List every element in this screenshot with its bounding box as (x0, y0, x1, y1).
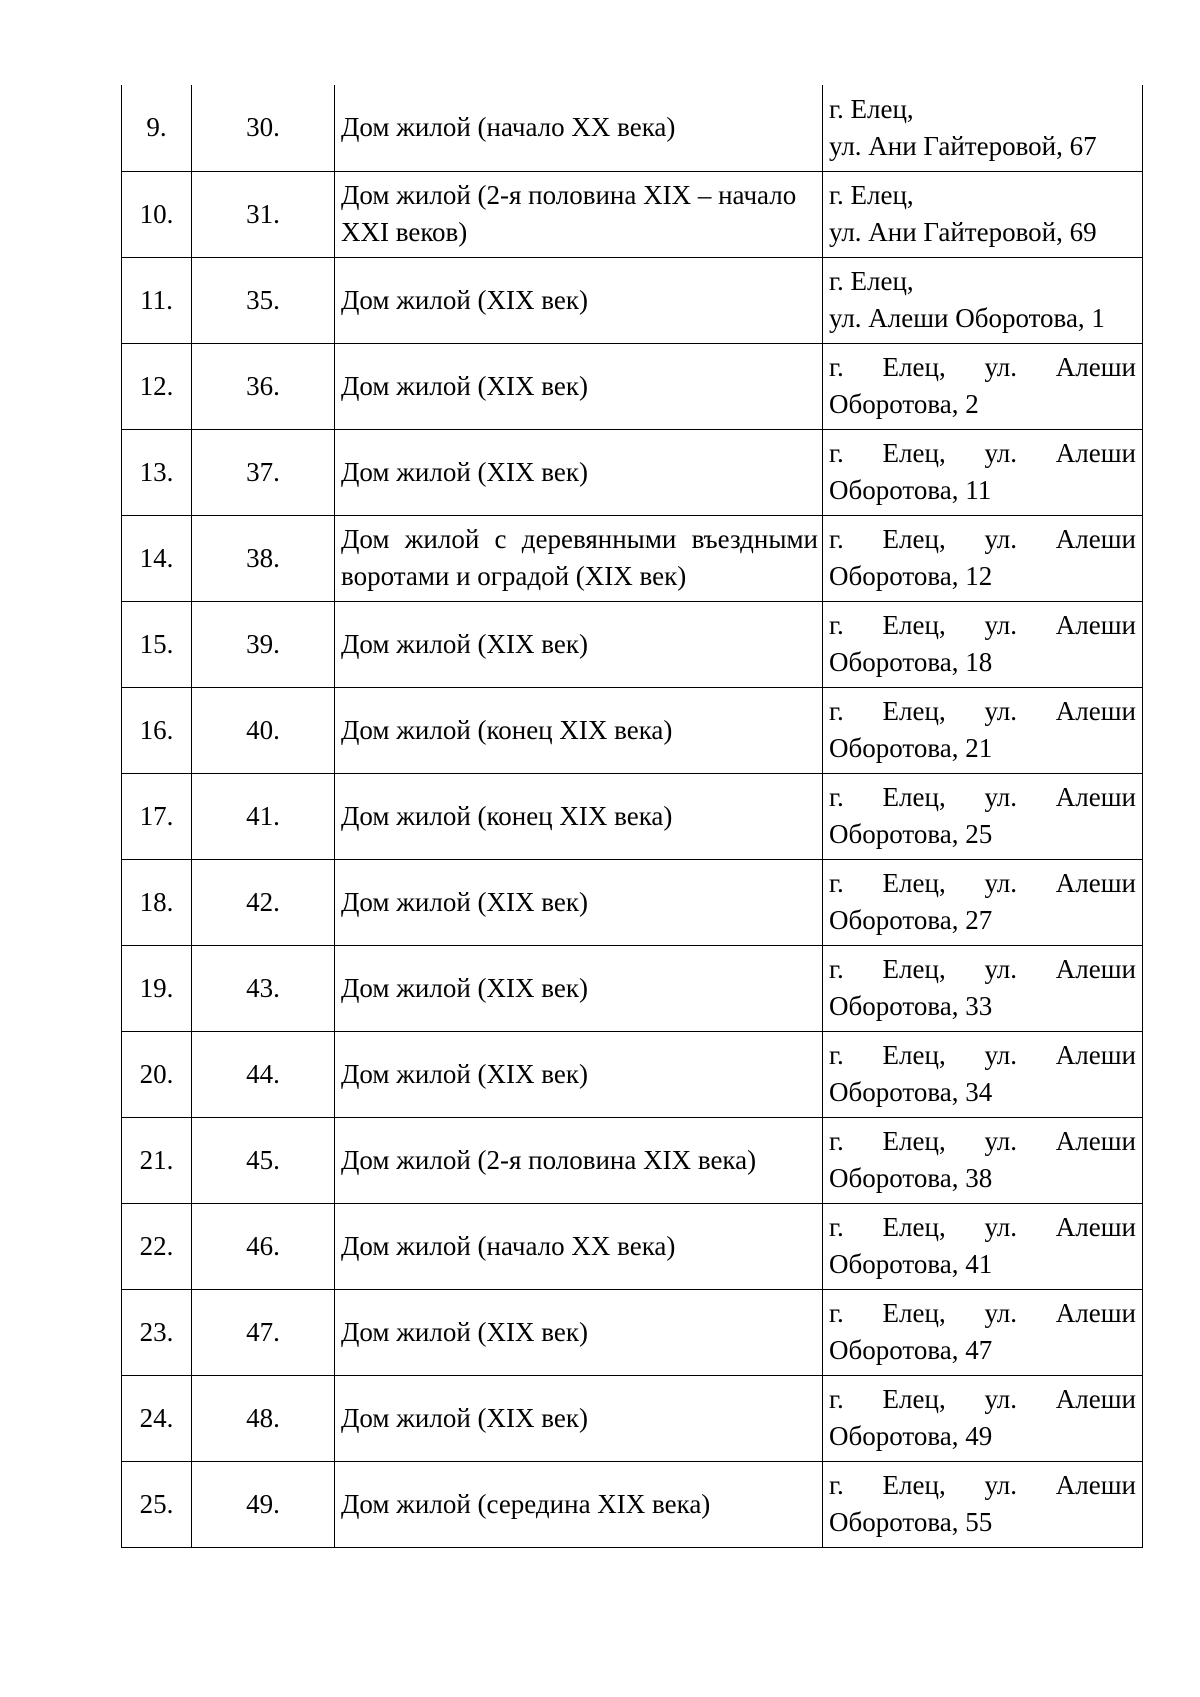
address-text: г. Елец, ул. Ани Гайтеровой, 67 (829, 93, 1097, 161)
object-name-cell (335, 1375, 823, 1461)
address-text: г. Елец, ул. Алеши Оборотова, 34 (829, 1040, 1136, 1107)
address-cell (823, 1117, 1143, 1203)
object-name-text: Дом жилой (XIX век) (341, 284, 588, 315)
object-name-cell (335, 945, 823, 1031)
registry-number-cell: 45. (192, 1117, 335, 1203)
address-text: г. Елец, ул. Алеши Оборотова, 49 (829, 1384, 1136, 1451)
address-cell (823, 343, 1143, 429)
table-row (122, 85, 1143, 171)
row-number-cell: 24. (122, 1375, 192, 1461)
object-name-cell (335, 1031, 823, 1117)
object-name-cell (335, 1289, 823, 1375)
row-number-cell: 22. (122, 1203, 192, 1289)
registry-number-cell: 42. (192, 859, 335, 945)
registry-number-cell: 35. (192, 257, 335, 343)
row-number-cell: 15. (122, 601, 192, 687)
row-number-cell: 10. (122, 171, 192, 257)
object-name-cell (335, 601, 823, 687)
table-row (122, 1461, 1143, 1547)
address-cell (823, 1203, 1143, 1289)
address-cell (823, 1375, 1143, 1461)
object-name-text: Дом жилой (XIX век) (341, 628, 588, 659)
object-name-text: Дом жилой (середина XIX века) (341, 1488, 711, 1519)
table-row (122, 1031, 1143, 1117)
address-cell (823, 85, 1143, 171)
object-name-text: Дом жилой (XIX век) (341, 1402, 588, 1433)
address-text: г. Елец, ул. Алеши Оборотова, 33 (829, 954, 1136, 1021)
table-row (122, 429, 1143, 515)
row-number-cell: 12. (122, 343, 192, 429)
registry-number-cell: 41. (192, 773, 335, 859)
row-number-cell: 9. (122, 85, 192, 171)
object-name-cell (335, 1203, 823, 1289)
table-row (122, 601, 1143, 687)
object-name-text: Дом жилой (2-я половина XIX века) (341, 1144, 757, 1175)
object-name-cell (335, 171, 823, 257)
heritage-objects-table (121, 85, 1143, 1548)
object-name-text: Дом жилой (XIX век) (341, 886, 588, 917)
object-name-cell (335, 687, 823, 773)
object-name-text: Дом жилой (XIX век) (341, 370, 588, 401)
registry-number-cell: 40. (192, 687, 335, 773)
table-body (122, 85, 1143, 1547)
table-row (122, 171, 1143, 257)
table-row (122, 1375, 1143, 1461)
row-number-cell: 25. (122, 1461, 192, 1547)
object-name-text: Дом жилой (XIX век) (341, 1316, 588, 1347)
row-number-cell: 17. (122, 773, 192, 859)
address-text: г. Елец, ул. Алеши Оборотова, 12 (829, 524, 1136, 591)
table-row (122, 687, 1143, 773)
address-text: г. Елец, ул. Алеши Оборотова, 41 (829, 1212, 1136, 1279)
address-text: г. Елец, ул. Алеши Оборотова, 27 (829, 868, 1136, 935)
address-text: г. Елец, ул. Алеши Оборотова, 11 (829, 438, 1136, 505)
table-row (122, 945, 1143, 1031)
table-row (122, 257, 1143, 343)
object-name-cell (335, 859, 823, 945)
object-name-cell (335, 429, 823, 515)
address-cell (823, 773, 1143, 859)
registry-number-cell: 44. (192, 1031, 335, 1117)
registry-number-cell: 49. (192, 1461, 335, 1547)
address-text: г. Елец, ул. Алеши Оборотова, 38 (829, 1126, 1136, 1193)
table-row (122, 773, 1143, 859)
object-name-text: Дом жилой (XIX век) (341, 972, 588, 1003)
row-number-cell: 18. (122, 859, 192, 945)
table-row (122, 1203, 1143, 1289)
row-number-cell: 23. (122, 1289, 192, 1375)
address-cell (823, 1031, 1143, 1117)
row-number-cell: 16. (122, 687, 192, 773)
registry-number-cell: 39. (192, 601, 335, 687)
address-text: г. Елец, ул. Алеши Оборотова, 2 (829, 352, 1136, 419)
address-text: г. Елец, ул. Алеши Оборотова, 55 (829, 1470, 1136, 1537)
registry-number-cell: 47. (192, 1289, 335, 1375)
table-row (122, 343, 1143, 429)
address-cell (823, 1461, 1143, 1547)
address-cell (823, 859, 1143, 945)
table-row (122, 1117, 1143, 1203)
address-cell (823, 515, 1143, 601)
registry-number-cell: 48. (192, 1375, 335, 1461)
object-name-text: Дом жилой (начало XX века) (341, 1230, 676, 1261)
address-text: г. Елец, ул. Алеши Оборотова, 21 (829, 696, 1136, 763)
object-name-cell (335, 515, 823, 601)
registry-number-cell: 38. (192, 515, 335, 601)
registry-number-cell: 46. (192, 1203, 335, 1289)
object-name-text: Дом жилой (2-я половина XIX – начало XXI веков) (341, 180, 797, 247)
object-name-cell (335, 343, 823, 429)
address-cell (823, 171, 1143, 257)
table-row (122, 859, 1143, 945)
object-name-text: Дом жилой (XIX век) (341, 456, 588, 487)
object-name-cell (335, 1461, 823, 1547)
address-text: г. Елец, ул. Алеши Оборотова, 18 (829, 610, 1136, 677)
address-cell (823, 687, 1143, 773)
registry-number-cell: 36. (192, 343, 335, 429)
address-cell (823, 945, 1143, 1031)
registry-number-cell: 43. (192, 945, 335, 1031)
object-name-text: Дом жилой (XIX век) (341, 1058, 588, 1089)
address-text: г. Елец, ул. Ани Гайтеровой, 69 (829, 180, 1097, 247)
object-name-text: Дом жилой с деревянными въездными воротами и оградой (XIX век) (341, 524, 818, 591)
address-cell (823, 429, 1143, 515)
object-name-text: Дом жилой (конец XIX века) (341, 714, 673, 745)
address-cell (823, 601, 1143, 687)
address-cell (823, 257, 1143, 343)
object-name-cell (335, 257, 823, 343)
registry-number-cell: 30. (192, 85, 335, 171)
address-cell (823, 1289, 1143, 1375)
table-row (122, 1289, 1143, 1375)
table-row (122, 515, 1143, 601)
row-number-cell: 13. (122, 429, 192, 515)
object-name-cell (335, 773, 823, 859)
row-number-cell: 21. (122, 1117, 192, 1203)
registry-number-cell: 37. (192, 429, 335, 515)
row-number-cell: 20. (122, 1031, 192, 1117)
address-text: г. Елец, ул. Алеши Оборотова, 1 (829, 266, 1105, 333)
object-name-text: Дом жилой (начало XX века) (341, 112, 676, 143)
row-number-cell: 11. (122, 257, 192, 343)
address-text: г. Елец, ул. Алеши Оборотова, 25 (829, 782, 1136, 849)
object-name-cell (335, 1117, 823, 1203)
object-name-text: Дом жилой (конец XIX века) (341, 800, 673, 831)
row-number-cell: 19. (122, 945, 192, 1031)
object-name-cell (335, 85, 823, 171)
address-text: г. Елец, ул. Алеши Оборотова, 47 (829, 1298, 1136, 1365)
registry-number-cell: 31. (192, 171, 335, 257)
row-number-cell: 14. (122, 515, 192, 601)
